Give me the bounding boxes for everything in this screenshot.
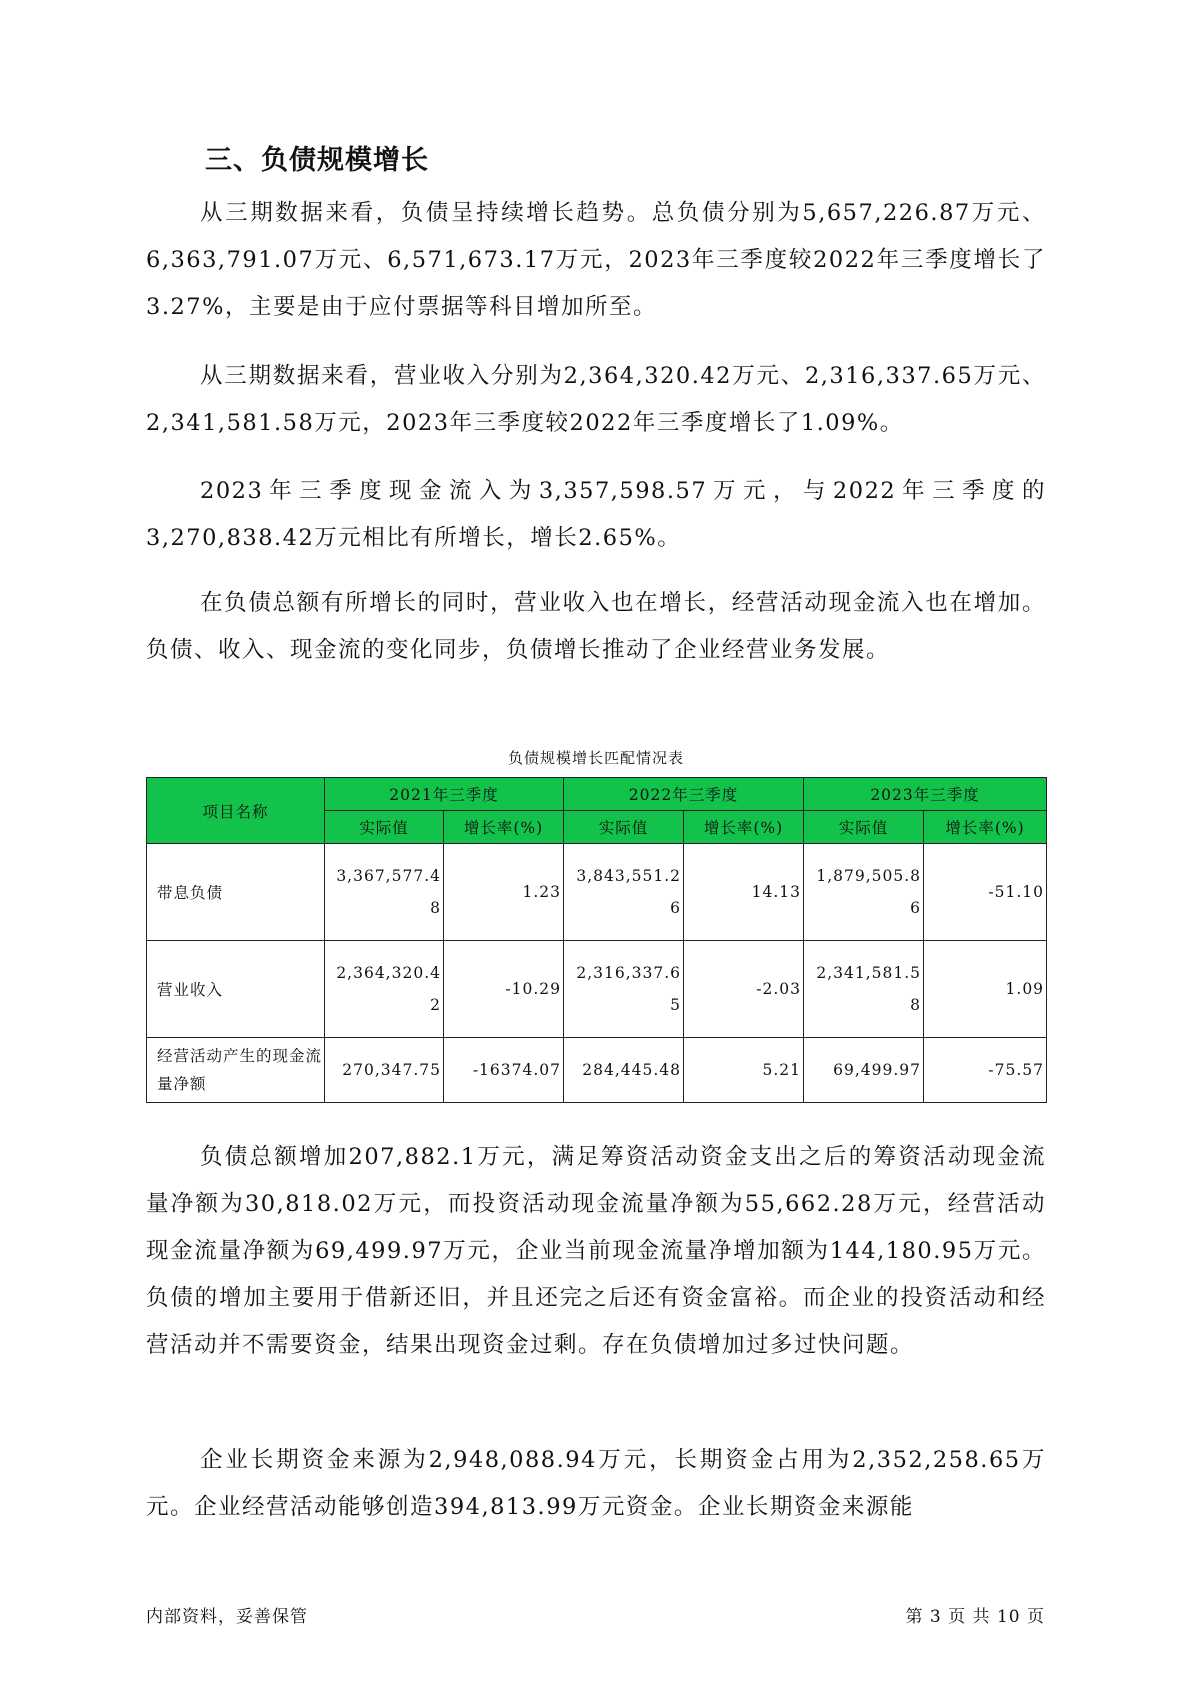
header-item-name: 项目名称 (147, 778, 325, 844)
cell-value: 270,347.75 (325, 1038, 444, 1103)
cell-value: 69,499.97 (804, 1038, 924, 1103)
cell-value: 2,341,581.58 (804, 941, 924, 1038)
table-row (147, 844, 1047, 941)
paragraph-long-term-funds: 企业长期资金来源为2,948,088.94万元，长期资金占用为2,352,258.65万元。企业经营活动能够创造394,813.99万元资金。企业长期资金来源能 (146, 1447, 1046, 1520)
cell-value: 14.13 (684, 844, 804, 941)
cell-value: 2,364,320.42 (325, 941, 444, 1038)
row-name: 营业收入 (147, 941, 325, 1038)
header-period: 2023年三季度 (804, 778, 1047, 811)
cell-value: 1,879,505.86 (804, 844, 924, 941)
cell-value: 5.21 (684, 1038, 804, 1103)
cell-value: 1.09 (924, 941, 1047, 1038)
footer-page-number: 第 3 页 共 10 页 (905, 1607, 1045, 1627)
paragraph-cash-flow-analysis: 负债总额增加207,882.1万元，满足筹资活动资金支出之后的筹资活动现金流量净额为30,818.02万元，而投资活动现金流量净额为55,662.28万元，经营活动现金流量净额为69,499.97万元，企业当前现金流量净增加额为144,180.95万元。负债的增加主要用于借新还旧，并且还完之后还有资金富裕。而企业的投资活动和经营活动并不需要资金，结果出现资金过剩。存在负债增加过多过快问题。 (146, 1144, 1046, 1358)
header-period: 2021年三季度 (325, 778, 564, 811)
row-name: 经营活动产生的现金流量净额 (147, 1038, 325, 1103)
cell-value: -2.03 (684, 941, 804, 1038)
cell-value: 1.23 (444, 844, 564, 941)
paragraph-summary: 在负债总额有所增长的同时，营业收入也在增长，经营活动现金流入也在增加。负债、收入、现金流的变化同步，负债增长推动了企业经营业务发展。 (146, 590, 1046, 663)
footer-confidential-note: 内部资料，妥善保管 (146, 1607, 308, 1627)
paragraph-liabilities: 从三期数据来看，负债呈持续增长趋势。总负债分别为5,657,226.87万元、6,363,791.07万元、6,571,673.17万元，2023年三季度较2022年三季度增长了3.27%，主要是由于应付票据等科目增加所至。 (146, 200, 1046, 320)
header-growth-rate: 增长率(%) (684, 811, 804, 844)
cell-value: 2,316,337.65 (564, 941, 684, 1038)
header-actual-value: 实际值 (564, 811, 684, 844)
header-period: 2022年三季度 (564, 778, 804, 811)
cell-value: -75.57 (924, 1038, 1047, 1103)
table-caption: 负债规模增长匹配情况表 (507, 749, 684, 767)
paragraph-cash-inflow: 2023年三季度现金流入为3,357,598.57万元，与2022年三季度的3,270,838.42万元相比有所增长，增长2.65%。 (146, 478, 1046, 551)
liability-match-table (146, 777, 1047, 1103)
table-row (147, 941, 1047, 1038)
cell-value: 284,445.48 (564, 1038, 684, 1103)
paragraph-revenue: 从三期数据来看，营业收入分别为2,364,320.42万元、2,316,337.65万元、2,341,581.58万元，2023年三季度较2022年三季度增长了1.09%。 (146, 363, 1046, 436)
header-growth-rate: 增长率(%) (924, 811, 1047, 844)
cell-value: 3,843,551.26 (564, 844, 684, 941)
cell-value: -10.29 (444, 941, 564, 1038)
section-title: 三、负债规模增长 (205, 145, 429, 176)
row-name: 带息负债 (147, 844, 325, 941)
cell-value: 3,367,577.48 (325, 844, 444, 941)
table-row (147, 1038, 1047, 1103)
header-growth-rate: 增长率(%) (444, 811, 564, 844)
header-actual-value: 实际值 (804, 811, 924, 844)
cell-value: -51.10 (924, 844, 1047, 941)
header-actual-value: 实际值 (325, 811, 444, 844)
cell-value: -16374.07 (444, 1038, 564, 1103)
